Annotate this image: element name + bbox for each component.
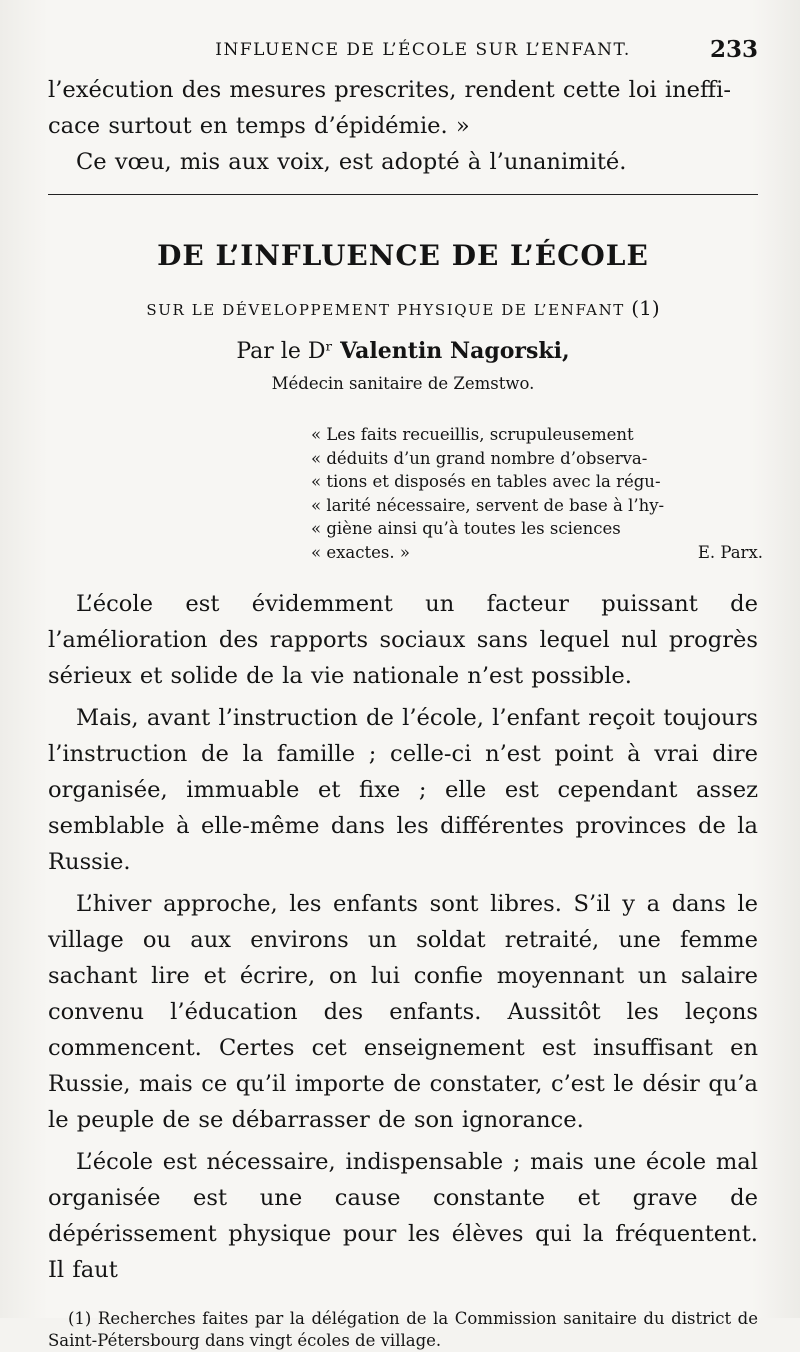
author-affiliation: Médecin sanitaire de Zemstwo.	[271, 374, 535, 393]
epigraph-last-line	[311, 541, 763, 565]
author-name: Valentin Nagorski,	[340, 338, 570, 364]
article-body	[48, 586, 758, 1288]
carryover-line-1: l’exécution des mesures prescrites, rendent cette loi ineffi-	[48, 77, 731, 103]
epigraph-line: « Les faits recueillis, scrupuleusement	[311, 425, 634, 444]
section-divider	[48, 194, 758, 195]
epigraph	[311, 423, 763, 564]
vote-sentence: Ce vœu, mis aux voix, est adopté à l’unanimité.	[76, 149, 627, 175]
page-number: 233	[709, 36, 758, 63]
article-title: DE L’INFLUENCE DE L’ÉCOLE	[157, 239, 649, 272]
body-paragraph: L’école est nécessaire, indispensable ; mais une école mal organisée est une cause constante et grave de dépérissement physique pour les élèves qui la fréquentent. Il faut	[48, 1149, 758, 1283]
body-paragraph: Mais, avant l’instruction de l’école, l’enfant reçoit toujours l’instruction de la famille ; celle-ci n’est point à vrai dire organisée, immuable et fixe ; elle est cependant assez semblable à elle-même dans les différentes provinces de la Russie.	[48, 705, 758, 875]
carryover-text	[48, 72, 758, 180]
epigraph-signature: E. Parx.	[697, 542, 763, 562]
byline-prefix: Par le Dʳ	[236, 339, 334, 364]
epigraph-line: « tions et disposés en tables avec la régu-	[311, 472, 661, 491]
epigraph-line: « giène ainsi qu’à toutes les sciences	[311, 519, 621, 538]
subtitle-text: SUR LE DÉVELOPPEMENT PHYSIQUE DE L’ENFANT	[146, 301, 625, 319]
running-header	[48, 38, 758, 72]
epigraph-last-text: « exactes. »	[311, 542, 410, 562]
epigraph-line: « déduits d’un grand nombre d’observa-	[311, 448, 648, 468]
byline	[48, 338, 758, 364]
running-title: INFLUENCE DE L’ÉCOLE SUR L’ENFANT.	[215, 40, 631, 60]
carryover-line-2: cace surtout en temps d’épidémie. »	[48, 113, 470, 139]
footnote: (1) Recherches faites par la délégation de la Commission sanitaire du district de Saint-Pétersbourg dans vingt écoles de village.	[48, 1309, 758, 1350]
body-paragraph: L’hiver approche, les enfants sont libres. S’il y a dans le village ou aux environs un soldat retraité, une femme sachant lire et écrire, on lui confie moyennant un salaire convenu l’éducation des enfants. Aussitôt les leçons commencent. Certes cet enseignement est insuffisant en Russie, mais ce qu’il importe de constater, c’est le désir qu’a le peuple de se débarrasser de son ignorance.	[48, 891, 758, 1133]
epigraph-line: « larité nécessaire, servent de base à l’hy-	[311, 495, 665, 515]
article-subtitle	[48, 296, 758, 320]
footnote-reference: (1)	[631, 296, 660, 320]
body-paragraph: L’école est évidemment un facteur puissant de l’amélioration des rapports sociaux sans lequel nul progrès sérieux et solide de la vie nationale n’est possible.	[48, 591, 758, 689]
